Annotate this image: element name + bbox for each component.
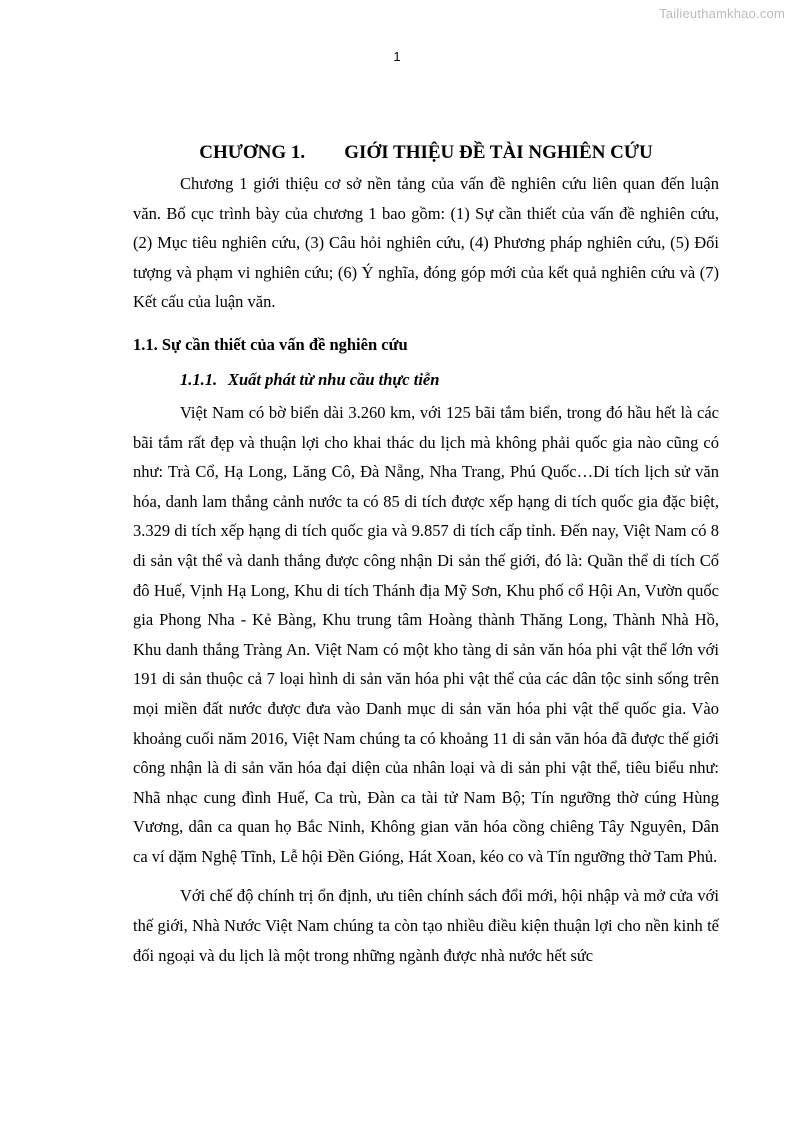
subsection-number: 1.1.1.	[180, 369, 218, 389]
document-body	[133, 140, 719, 970]
watermark-text: Tailieuthamkhao.com	[659, 6, 785, 21]
body-paragraph: Việt Nam có bờ biển dài 3.260 km, với 125 bãi tắm biển, trong đó hầu hết là các bãi tắm rất đẹp và thuận lợi cho khai thác du lịch mà không phải quốc gia nào cũng có như: Trà Cổ, Hạ Long, Lăng Cô, Đà Nẵng, Nha Trang, Phú Quốc…Di tích lịch sử văn hóa, danh lam thắng cảnh nước ta có 85 di tích được xếp hạng di tích quốc gia đặc biệt, 3.329 di tích xếp hạng di tích quốc gia và 9.857 di tích cấp tỉnh. Đến nay, Việt Nam có 8 di sản vật thể và danh thắng được công nhận Di sản thế giới, đó là: Quần thể di tích Cố đô Huế, Vịnh Hạ Long, Khu di tích Thánh địa Mỹ Sơn, Khu phố cổ Hội An, Vườn quốc gia Phong Nha - Kẻ Bàng, Khu trung tâm Hoàng thành Thăng Long, Thành Nhà Hồ, Khu danh thắng Tràng An. Việt Nam có một kho tàng di sản văn hóa phi vật thể lớn với 191 di sản thuộc cả 7 loại hình di sản văn hóa phi vật thể của các dân tộc sinh sống trên mọi miền đất nước được đưa vào Danh mục di sản văn hóa phi vật thể quốc gia. Vào khoảng cuối năm 2016, Việt Nam chúng ta có khoảng 11 di sản văn hóa đã được thế giới công nhận là di sản văn hóa đại diện của nhân loại và di sản phi vật thể, tiêu biểu như: Nhã nhạc cung đình Huế, Ca trù, Đàn ca tài tử Nam Bộ; Tín ngưỡng thờ cúng Hùng Vương, dân ca quan họ Bắc Ninh, Không gian văn hóa cồng chiêng Tây Nguyên, Dân ca ví dặm Nghệ Tĩnh, Lễ hội Đền Gióng, Hát Xoan, kéo co và Tín ngưỡng thờ Tam Phủ.	[133, 402, 719, 866]
chapter-intro-paragraph: Chương 1 giới thiệu cơ sở nền tảng của vấn đề nghiên cứu liên quan đến luận văn. Bố cục trình bày của chương 1 bao gồm: (1) Sự cần thiết của vấn đề nghiên cứu, (2) Mục tiêu nghiên cứu, (3) Câu hỏi nghiên cứu, (4) Phương pháp nghiên cứu, (5) Đối tượng và phạm vi nghiên cứu; (6) Ý nghĩa, đóng góp mới của kết quả nghiên cứu và (7) Kết cấu của luận văn.	[133, 174, 719, 312]
chapter-title	[133, 140, 719, 166]
chapter-number: CHƯƠNG 1.	[199, 142, 306, 163]
page-number: 1	[393, 49, 401, 64]
subsection-heading-text: Xuất phát từ nhu cầu thực tiễn	[228, 369, 440, 389]
subsection-heading	[133, 365, 719, 394]
body-paragraph: Với chế độ chính trị ổn định, ưu tiên chính sách đổi mới, hội nhập và mở cửa với thế giới, Nhà Nước Việt Nam chúng ta còn tạo nhiều điều kiện thuận lợi cho nền kinh tế đối ngoại và du lịch là một trong những ngành được nhà nước hết sức	[133, 886, 719, 965]
chapter-title-text: GIỚI THIỆU ĐỀ TÀI NGHIÊN CỨU	[344, 142, 653, 163]
section-heading: 1.1. Sự cần thiết của vấn đề nghiên cứu	[133, 334, 408, 354]
